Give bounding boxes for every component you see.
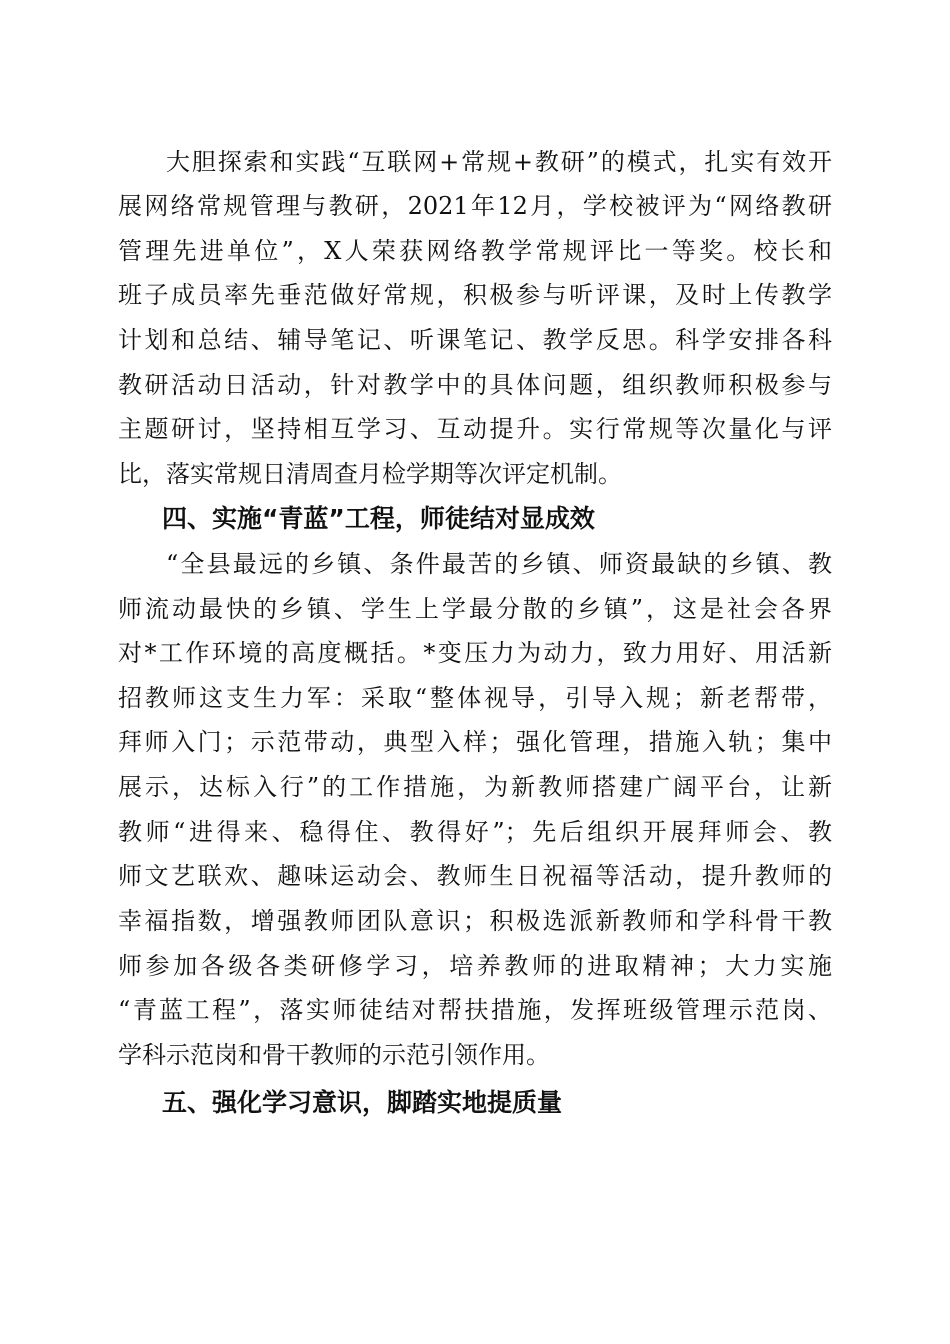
paragraph-2-line-8: 师文艺联欢、趣味运动会、教师生日祝福等活动，提升教师的	[118, 862, 832, 890]
paragraph-1-line-3: 管理先进单位”，X人荣获网络教学常规评比一等奖。校长和	[118, 237, 832, 265]
paragraph-2-line-5: 拜师入门；示范带动，典型入样；强化管理，措施入轨；集中	[118, 728, 832, 756]
paragraph-2-line-7: 教师“进得来、稳得住、教得好”；先后组织开展拜师会、教	[118, 818, 832, 846]
paragraph-1-line-7: 主题研讨，坚持相互学习、互动提升。实行常规等次量化与评	[118, 415, 832, 443]
paragraph-1-line-6: 教研活动日活动，针对教学中的具体问题，组织教师积极参与	[118, 371, 832, 399]
paragraph-1-line-4: 班子成员率先垂范做好常规，积极参与听评课，及时上传教学	[118, 281, 832, 309]
paragraph-2-line-2: 师流动最快的乡镇、学生上学最分散的乡镇”，这是社会各界	[118, 595, 832, 623]
paragraph-2-line-3: 对*工作环境的高度概括。*变压力为动力，致力用好、用活新	[118, 639, 832, 667]
paragraph-2-line-6: 展示，达标入行”的工作措施，为新教师搭建广阔平台，让新	[118, 773, 832, 801]
paragraph-1-line-5: 计划和总结、辅导笔记、听课笔记、教学反思。科学安排各科	[118, 326, 832, 354]
paragraph-1-line-1: 大胆探索和实践“互联网+常规+教研”的模式，扎实有效开	[166, 148, 832, 176]
paragraph-2-line-10: 师参加各级各类研修学习，培养教师的进取精神；大力实施	[118, 952, 832, 980]
section-heading-4: 四、实施“青蓝”工程，师徒结对显成效	[162, 504, 595, 533]
paragraph-2-line-9: 幸福指数，增强教师团队意识；积极选派新教师和学科骨干教	[118, 907, 832, 935]
paragraph-1-line-2: 展网络常规管理与教研，2021年12月，学校被评为“网络教研	[118, 192, 832, 220]
paragraph-1-line-8: 比，落实常规日清周查月检学期等次评定机制。	[118, 460, 622, 488]
paragraph-2-line-11: “青蓝工程”，落实师徒结对帮扶措施，发挥班级管理示范岗、	[118, 996, 832, 1024]
paragraph-2-line-12: 学科示范岗和骨干教师的示范引领作用。	[118, 1041, 550, 1069]
paragraph-2-line-1: “全县最远的乡镇、条件最苦的乡镇、师资最缺的乡镇、教	[166, 550, 832, 578]
section-heading-5: 五、强化学习意识，脚踏实地提质量	[162, 1088, 563, 1117]
paragraph-2-line-4: 招教师这支生力军：采取“整体视导，引导入规；新老帮带，	[118, 684, 832, 712]
